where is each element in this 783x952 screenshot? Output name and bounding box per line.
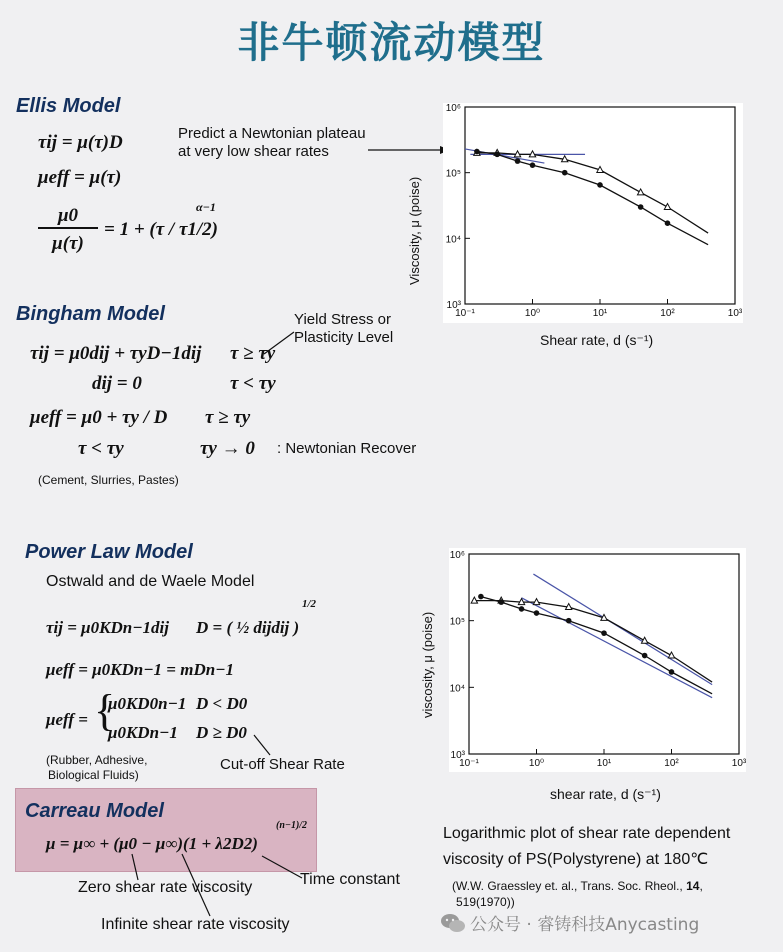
data-point-circle bbox=[478, 594, 484, 600]
ellis-annotation-arrow bbox=[360, 140, 452, 160]
x-tick-label: 10⁻¹ bbox=[455, 308, 475, 319]
bingham-yield-line2: Plasticity Level bbox=[294, 329, 394, 346]
watermark-text: 公众号 · 睿铸科技Anycasting bbox=[470, 915, 700, 935]
ellis-annotation-line2: at very low shear rates bbox=[178, 143, 329, 160]
plot2-xlabel: shear rate, d (s⁻¹) bbox=[550, 786, 661, 802]
y-tick-label: 10³ bbox=[450, 750, 465, 761]
ellis-annotation-line1: Predict a Newtonian plateau bbox=[178, 125, 366, 142]
guide-line bbox=[533, 574, 712, 685]
x-tick-label: 10³ bbox=[727, 308, 743, 319]
power-eq2: μeff = μ0KDn−1 = mDn−1 bbox=[46, 660, 234, 679]
power-eq3-case2-cond: D ≥ D0 bbox=[196, 723, 247, 742]
bingham-recover: : Newtonian Recover bbox=[277, 440, 417, 457]
bingham-heading: Bingham Model bbox=[16, 303, 165, 325]
x-tick-label: 10¹ bbox=[596, 758, 612, 769]
power-eq3-lhs: μeff = bbox=[46, 710, 88, 729]
ellis-eq2: μeff = μ(τ) bbox=[38, 167, 122, 188]
caption-ref-comma: , bbox=[699, 879, 703, 893]
data-point-triangle bbox=[668, 652, 674, 658]
bingham-eq4: τ < τy bbox=[78, 438, 124, 459]
bingham-eq3: μeff = μ0 + τy / D bbox=[30, 407, 168, 428]
power-eq1b-exp: 1/2 bbox=[302, 598, 317, 610]
ellis-heading: Ellis Model bbox=[16, 95, 121, 117]
carreau-label-zero: Zero shear rate viscosity bbox=[78, 879, 253, 896]
data-point-circle bbox=[519, 606, 525, 612]
x-tick-label: 10¹ bbox=[592, 308, 608, 319]
x-tick-label: 10² bbox=[660, 308, 675, 319]
data-point-circle bbox=[498, 599, 504, 605]
page-title: 非牛顿流动模型 bbox=[237, 18, 546, 67]
plot-frame bbox=[469, 554, 739, 754]
data-point-circle bbox=[665, 220, 671, 226]
series-curve bbox=[477, 152, 708, 245]
x-tick-label: 10³ bbox=[731, 758, 746, 769]
carreau-label-time: Time constant bbox=[300, 871, 400, 888]
data-point-triangle bbox=[641, 637, 647, 643]
ellis-eq3-num: μ0 bbox=[38, 205, 98, 229]
data-point-circle bbox=[638, 204, 644, 210]
y-tick-label: 10⁴ bbox=[449, 683, 465, 695]
x-tick-label: 10⁻¹ bbox=[459, 758, 479, 769]
data-point-circle bbox=[474, 149, 480, 155]
plot2-panel bbox=[449, 548, 746, 772]
plot2-ylabel: viscosity, μ (poise) bbox=[420, 611, 435, 718]
plot1-ylabel: Viscosity, μ (poise) bbox=[407, 176, 422, 285]
data-point-triangle bbox=[637, 189, 643, 195]
y-tick-label: 10⁵ bbox=[449, 616, 465, 628]
caption-ref-text: (W.W. Graessley et. al., Trans. Soc. Rheol., bbox=[452, 879, 687, 893]
power-eq3-case1-cond: D < D0 bbox=[196, 694, 248, 713]
y-tick-label: 10⁵ bbox=[445, 168, 461, 180]
y-tick-label: 10⁶ bbox=[445, 103, 461, 114]
y-tick-label: 10⁶ bbox=[449, 550, 465, 561]
ellis-eq1: τij = μ(τ)D bbox=[38, 132, 123, 153]
power-eq3-brace: { bbox=[94, 686, 116, 735]
data-point-circle bbox=[530, 162, 536, 168]
bingham-eq2: dij = 0 bbox=[92, 373, 142, 394]
carreau-label-inf: Infinite shear rate viscosity bbox=[101, 916, 290, 933]
plot-frame bbox=[465, 107, 735, 304]
power-eq1b: D = ( ½ dijdij ) bbox=[196, 618, 300, 637]
power-eq3-case2: μ0KDn−1 bbox=[108, 723, 178, 742]
plot1-chart bbox=[443, 103, 743, 323]
data-point-circle bbox=[642, 653, 648, 659]
plot1-xlabel: Shear rate, d (s⁻¹) bbox=[540, 332, 654, 348]
caption-line1: Logarithmic plot of shear rate dependent bbox=[443, 825, 731, 842]
data-point-circle bbox=[597, 182, 603, 188]
y-tick-label: 10³ bbox=[446, 300, 461, 311]
bingham-eq2-cond: τ < τy bbox=[230, 373, 276, 394]
watermark bbox=[440, 910, 699, 935]
plot1-panel bbox=[443, 103, 743, 323]
series-curve bbox=[477, 153, 708, 233]
series-curve bbox=[474, 601, 712, 683]
x-tick-label: 10² bbox=[664, 758, 679, 769]
y-tick-label: 10⁴ bbox=[445, 234, 461, 246]
ellis-eq3-rhs: = 1 + (τ / τ1/2) bbox=[104, 219, 218, 240]
power-eq3-case1: μ0KD0n−1 bbox=[108, 694, 187, 713]
power-examples-line1: (Rubber, Adhesive, bbox=[46, 753, 148, 767]
data-point-circle bbox=[562, 170, 568, 176]
guide-line bbox=[522, 598, 713, 698]
power-eq1: τij = μ0KDn−1dij bbox=[46, 618, 169, 637]
bingham-eq1: τij = μ0dij + τyD−1dij bbox=[30, 343, 202, 364]
power-heading: Power Law Model bbox=[25, 541, 193, 563]
data-point-circle bbox=[534, 610, 540, 616]
data-point-circle bbox=[494, 152, 500, 158]
data-point-circle bbox=[515, 158, 521, 164]
wechat-icon bbox=[440, 912, 466, 934]
ellis-eq3-exp: α−1 bbox=[196, 200, 216, 214]
ellis-eq3-den: μ(τ) bbox=[52, 233, 84, 254]
plot2-chart bbox=[449, 548, 746, 772]
bingham-eq4-cond: τy → 0 bbox=[200, 438, 255, 459]
caption-ref-volume: 14 bbox=[686, 879, 700, 893]
bingham-eq3-cond: τ ≥ τy bbox=[205, 407, 251, 428]
power-examples-line2: Biological Fluids) bbox=[48, 768, 139, 782]
bingham-examples: (Cement, Slurries, Pastes) bbox=[38, 473, 179, 487]
bingham-eq1-cond: τ ≥ τy bbox=[230, 343, 276, 364]
power-cutoff-pointer bbox=[250, 733, 274, 759]
x-tick-label: 10⁰ bbox=[524, 308, 541, 319]
carreau-eq: μ = μ∞ + (μ0 − μ∞)(1 + λ2D2) bbox=[46, 834, 258, 853]
carreau-eq-exp: (n−1)/2 bbox=[276, 820, 308, 831]
data-point-circle bbox=[669, 669, 675, 675]
power-cutoff: Cut-off Shear Rate bbox=[220, 756, 345, 773]
carreau-pointers bbox=[120, 852, 310, 920]
caption-line2: viscosity of PS(Polystyrene) at 180℃ bbox=[443, 851, 709, 868]
bingham-yield-line1: Yield Stress or bbox=[294, 311, 391, 328]
power-subtitle: Ostwald and de Waele Model bbox=[46, 573, 255, 590]
caption-ref-line1 bbox=[452, 879, 703, 893]
x-tick-label: 10⁰ bbox=[528, 758, 545, 769]
caption-ref-line2: 519(1970)) bbox=[456, 895, 515, 909]
data-point-circle bbox=[601, 630, 607, 636]
carreau-heading: Carreau Model bbox=[25, 800, 164, 822]
data-point-circle bbox=[566, 618, 572, 624]
